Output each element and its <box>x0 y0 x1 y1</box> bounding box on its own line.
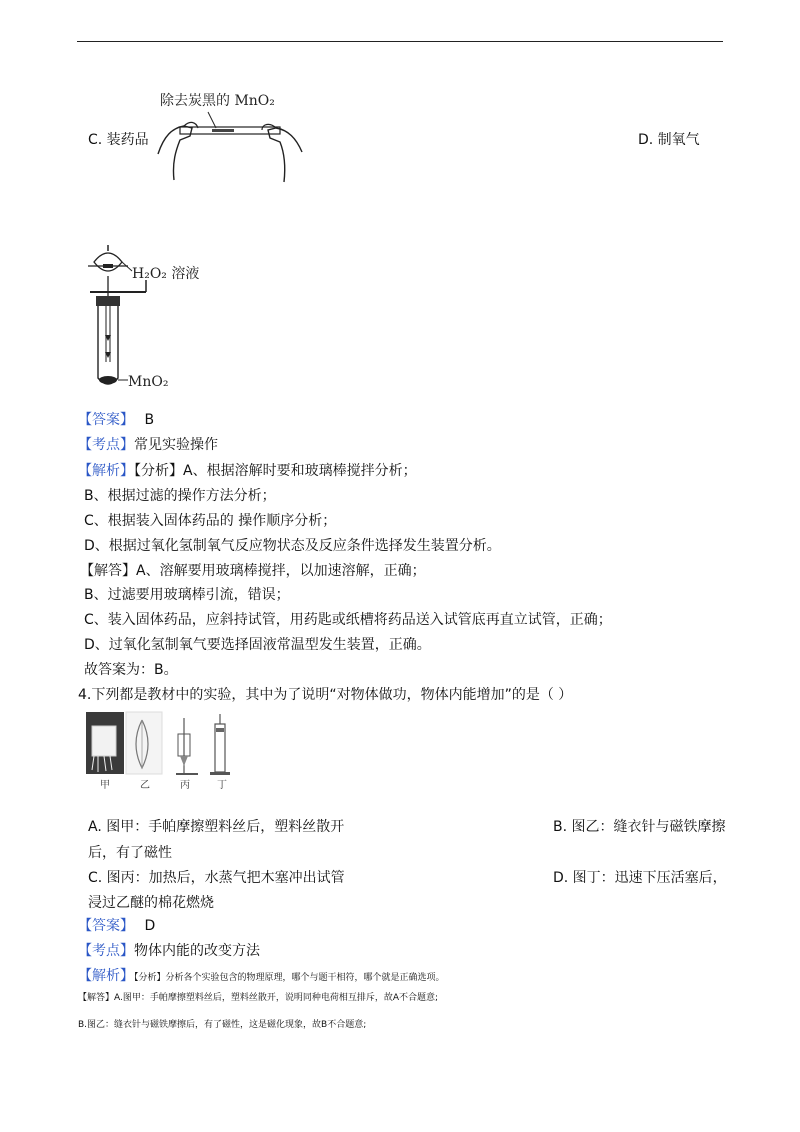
q4-analysis-small-3: B.图乙：缝衣针与磁铁摩擦后，有了磁性，这是磁化现象，故B不合题意; <box>78 1020 367 1030</box>
q3-analysis-line-8: 故答案为：B。 <box>84 662 178 678</box>
figure-label-ding: 丁 <box>217 780 227 791</box>
figure-label-yi: 乙 <box>140 780 150 791</box>
q4-option-c: C. 图丙：加热后，水蒸气把木塞冲出试管 <box>88 870 345 886</box>
q4-answer-value: D <box>144 918 156 934</box>
q3-answer-label: 【答案】 <box>78 412 134 428</box>
q4-analysis-label: 【解析】 <box>78 968 134 984</box>
q3-option-c: C. 装药品 <box>88 132 149 148</box>
q3-answer <box>78 410 154 430</box>
q3-analysis-line-1: B、根据过滤的操作方法分析； <box>84 488 276 504</box>
q4-stem: 4.下列都是教材中的实验，其中为了说明“对物体做功，物体内能增加”的是（ ） <box>78 687 573 703</box>
q4-point-label: 【考点】 <box>78 943 134 959</box>
q3-analysis-line-7: D、过氧化氢制氧气要选择固液常温型发生装置，正确。 <box>84 637 431 653</box>
header-rule <box>77 41 723 42</box>
figure-load-reagent <box>150 84 310 189</box>
q4-answer-label: 【答案】 <box>78 918 134 934</box>
q3-analysis-line-6: C、装入固体药品，应斜持试管，用药匙或纸槽将药品送入试管底再直立试管，正确； <box>84 612 612 628</box>
q3-analysis-line-5: B、过滤要用玻璃棒引流，错误； <box>84 587 290 603</box>
q3-answer-value: B <box>144 412 155 428</box>
figure-d-label-bottom: MnO₂ <box>128 374 169 390</box>
figure-oxygen-apparatus <box>84 240 204 396</box>
q4-option-d-line-1: D. 图丁：迅速下压活塞后， <box>553 870 727 886</box>
q4-option-b-line-1: B. 图乙：缝衣针与磁铁摩擦 <box>553 819 726 835</box>
q3-analysis-line-2: C、根据装入固体药品的 操作顺序分析； <box>84 513 337 529</box>
q3-analysis-line-3: D、根据过氧化氢制氧气反应物状态及反应条件选择发生装置分析。 <box>84 538 501 554</box>
q3-point <box>78 435 218 455</box>
q4-analysis-small-1: 【分析】分析各个实验包含的物理原理，哪个与题干相符，哪个就是正确选项。 <box>134 973 445 983</box>
figure-label-bing: 丙 <box>180 780 190 791</box>
q3-analysis-line-0 <box>78 461 417 481</box>
q4-point-value: 物体内能的改变方法 <box>134 943 260 959</box>
figure-q4-experiments <box>84 708 244 792</box>
q4-point <box>78 941 260 961</box>
q4-option-a: A. 图甲：手帕摩擦塑料丝后，塑料丝散开 <box>88 819 345 835</box>
q4-option-b-line-2: 后，有了磁性 <box>88 845 172 861</box>
q3-analysis-line-4: 【解答】A、溶解要用玻璃棒搅拌，以加速溶解，正确； <box>80 563 426 579</box>
q3-option-d: D. 制氧气 <box>638 132 700 148</box>
q3-point-label: 【考点】 <box>78 437 134 453</box>
q4-answer <box>78 916 155 936</box>
q4-analysis-small-2: 【解答】A.图甲：手帕摩擦塑料丝后，塑料丝散开，说明同种电荷相互排斥，故A不合题意; <box>78 993 439 1003</box>
q3-analysis-text-0: 【分析】A、根据溶解时要和玻璃棒搅拌分析； <box>134 463 417 479</box>
figure-d-label-top: H₂O₂ 溶液 <box>132 266 200 282</box>
q4-analysis-line-0 <box>78 966 445 986</box>
figure-c-caption: 除去炭黑的 MnO₂ <box>160 93 275 109</box>
q3-point-value: 常见实验操作 <box>134 437 218 453</box>
q4-option-d-line-2: 浸过乙醚的棉花燃烧 <box>88 895 214 911</box>
figure-label-jia: 甲 <box>100 780 110 791</box>
q3-analysis-label: 【解析】 <box>78 463 134 479</box>
